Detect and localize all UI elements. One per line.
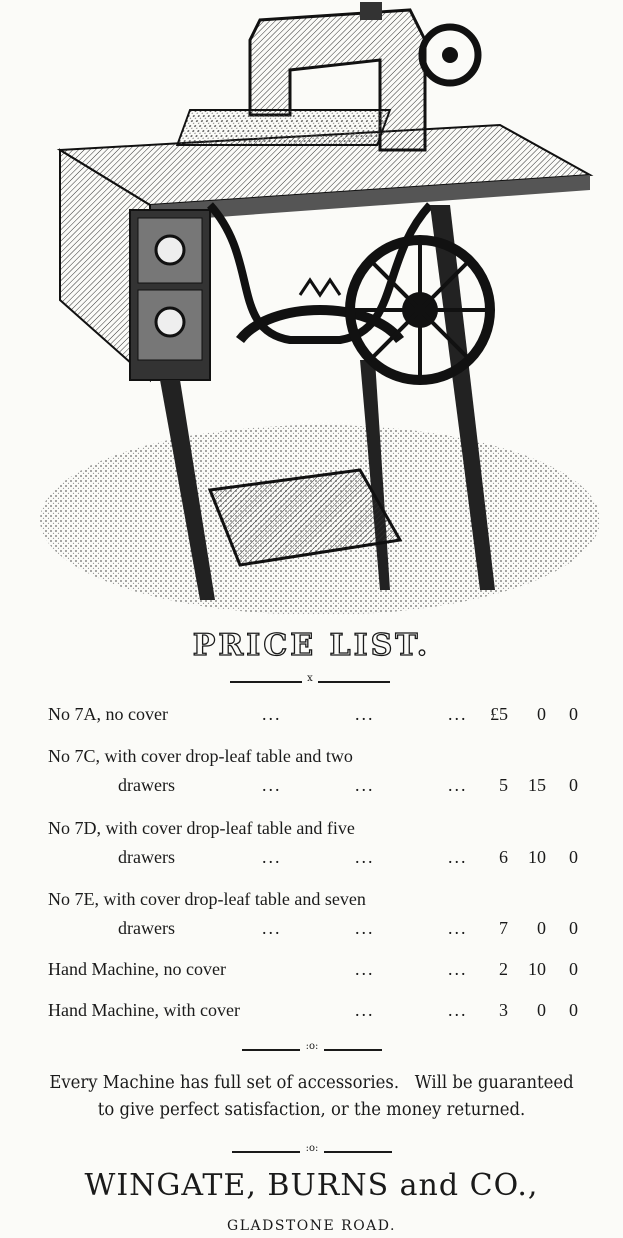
leader-dots: ... <box>355 918 375 938</box>
leader-dots: ... <box>262 704 282 724</box>
item-description-continued: drawers <box>118 775 175 795</box>
leader-dots: ... <box>262 775 282 795</box>
price-pence: 0 <box>569 1000 578 1020</box>
sewing-machine-illustration <box>30 0 600 620</box>
price-pence: 0 <box>569 847 578 867</box>
item-description: Hand Machine, no cover <box>48 959 226 979</box>
leader-dots: ... <box>448 775 468 795</box>
guarantee-line-2: to give perfect satisfaction, or the money returned. <box>97 1100 526 1120</box>
leader-dots: ... <box>448 918 468 938</box>
guarantee-line-1: Every Machine has full set of accessories. Will be guaranteed <box>49 1073 574 1093</box>
divider-mark: :o: <box>305 1041 319 1052</box>
item-description: No 7C, with cover drop-leaf table and two <box>48 746 353 766</box>
leader-dots: ... <box>448 1000 468 1020</box>
firm-name: WINGATE, BURNS and CO., <box>84 1168 539 1203</box>
price-list-title: PRICE LIST. <box>192 628 431 663</box>
divider-bottom <box>232 1143 392 1158</box>
item-description-continued: drawers <box>118 847 175 867</box>
price-pounds: 6 <box>499 847 508 867</box>
leader-dots: ... <box>355 847 375 867</box>
price-shillings: 0 <box>537 1000 546 1020</box>
leader-dots: ... <box>355 775 375 795</box>
price-pounds: £5 <box>490 704 508 724</box>
price-pence: 0 <box>569 775 578 795</box>
price-pounds: 5 <box>499 775 508 795</box>
price-shillings: 10 <box>528 959 546 979</box>
item-description: No 7D, with cover drop-leaf table and five <box>48 818 355 838</box>
firm-address: GLADSTONE ROAD. <box>227 1218 396 1234</box>
item-description-continued: drawers <box>118 918 175 938</box>
leader-dots: ... <box>355 1000 375 1020</box>
price-pence: 0 <box>569 918 578 938</box>
leader-dots: ... <box>448 704 468 724</box>
divider-top <box>230 673 390 688</box>
price-pence: 0 <box>569 704 578 724</box>
leader-dots: ... <box>448 959 468 979</box>
guarantee-text <box>19 1070 605 1124</box>
divider-mark: x <box>307 673 313 684</box>
price-pence: 0 <box>569 959 578 979</box>
item-description: Hand Machine, with cover <box>48 1000 240 1020</box>
leader-dots: ... <box>355 959 375 979</box>
price-shillings: 15 <box>528 775 546 795</box>
leader-dots: ... <box>262 918 282 938</box>
price-shillings: 0 <box>537 704 546 724</box>
price-pounds: 7 <box>499 918 508 938</box>
item-description: No 7E, with cover drop-leaf table and seven <box>48 889 366 909</box>
price-shillings: 10 <box>528 847 546 867</box>
price-pounds: 2 <box>499 959 508 979</box>
item-description: No 7A, no cover <box>48 704 168 724</box>
leader-dots: ... <box>355 704 375 724</box>
price-shillings: 0 <box>537 918 546 938</box>
price-pounds: 3 <box>499 1000 508 1020</box>
leader-dots: ... <box>262 847 282 867</box>
leader-dots: ... <box>448 847 468 867</box>
divider-middle <box>242 1041 382 1056</box>
divider-mark: :o: <box>305 1143 319 1154</box>
